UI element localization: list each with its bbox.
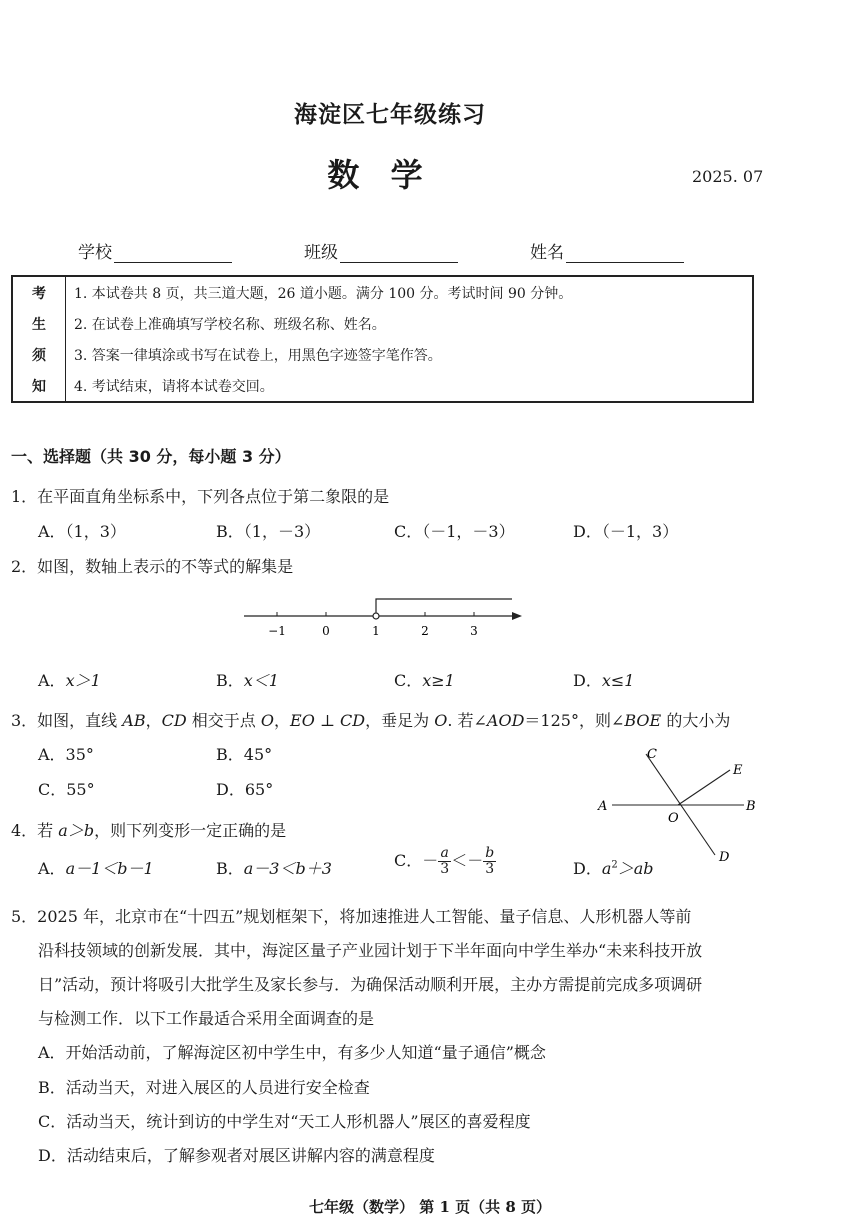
school-label: 学校	[78, 243, 112, 263]
q2-option-d[interactable]	[573, 668, 634, 691]
q1-option-c[interactable]: C．（－1，－3）	[394, 522, 515, 541]
exam-title: 海淀区七年级练习	[294, 101, 486, 128]
option-expr: a－1＜b－1	[65, 859, 154, 878]
q1-option-d[interactable]: D．（－1，3）	[573, 522, 679, 541]
math-eo-perp-cd: EO ⊥ CD	[290, 711, 366, 730]
notice-item: 3. 答案一律填涂或书写在试卷上，用黑色字迹签字笔作答。	[74, 347, 442, 364]
page-footer: 七年级（数学） 第 1 页（共 8 页）	[309, 1198, 551, 1216]
option-label: D．	[573, 859, 602, 878]
q5-option-d[interactable]: D．活动结束后，了解参观者对展区讲解内容的满意程度	[38, 1146, 435, 1165]
fraction-a-over-3	[438, 846, 451, 877]
class-label: 班级	[304, 243, 338, 263]
point-label-c: C	[647, 747, 657, 762]
q5-option-a[interactable]: A．开始活动前，了解海淀区初中学生中，有多少人知道“量子通信”概念	[38, 1043, 546, 1062]
fraction-numerator: b	[485, 845, 495, 861]
name-label: 姓名	[530, 243, 564, 263]
q5-stem-line-1: 5．2025 年，北京市在“十四五”规划框架下，将加速推进人工智能、量子信息、人形机器人等前	[11, 907, 692, 926]
notice-heading-char: 须	[12, 339, 66, 370]
exam-date: 2025. 07	[692, 167, 764, 186]
math-operator: ＜－	[451, 851, 484, 870]
ray-oe	[678, 770, 730, 805]
option-expr: x＞1	[65, 671, 101, 690]
fraction-numerator: a	[438, 846, 451, 862]
q2-option-c[interactable]	[394, 668, 455, 691]
angle-figure	[594, 742, 764, 868]
q1-stem: 1．在平面直角坐标系中，下列各点位于第二象限的是	[11, 487, 390, 506]
class-field	[304, 238, 458, 263]
math-ab: AB	[122, 711, 146, 730]
stem-text: ，则下列变形一定正确的是	[94, 821, 287, 840]
math-aod: AOD	[486, 711, 525, 730]
point-label-e: E	[733, 763, 743, 778]
q5-option-c[interactable]: C．活动当天，统计到访的中学生对“天工人形机器人”展区的喜爱程度	[38, 1112, 531, 1131]
point-label-a: A	[598, 799, 608, 814]
fraction-denominator: 3	[485, 861, 495, 877]
option-expr: ＞ab	[617, 859, 654, 878]
endpoint-circle	[373, 613, 379, 619]
option-label: B．	[216, 671, 244, 690]
q3-option-b[interactable]: B．45°	[216, 745, 273, 764]
q2-option-a[interactable]	[38, 668, 101, 691]
option-label: C．	[394, 671, 423, 690]
exam-notice-table	[11, 275, 754, 403]
stem-text: ，	[274, 711, 291, 730]
notice-item: 4. 考试结束，请将本试卷交回。	[74, 378, 274, 395]
math-cd: CD	[161, 711, 187, 730]
math-exponent: 2	[611, 859, 618, 871]
option-label: D．	[573, 671, 602, 690]
tick-label: 3	[470, 624, 478, 638]
stem-text: ，垂足为	[365, 711, 435, 730]
q3-option-d[interactable]: D．65°	[216, 780, 274, 799]
option-expr: x≤1	[601, 671, 635, 690]
notice-heading-char: 知	[12, 370, 66, 402]
math-o: O	[434, 711, 448, 730]
notice-item: 2. 在试卷上准确填写学校名称、班级名称、姓名。	[74, 316, 386, 333]
option-expr: x≥1	[422, 671, 455, 690]
q4-option-b[interactable]	[216, 856, 332, 879]
q4-option-a[interactable]	[38, 856, 154, 879]
point-label-o: O	[668, 811, 679, 826]
math-o: O	[260, 711, 274, 730]
q5-stem-line-4: 与检测工作．以下工作最适合采用全面调查的是	[38, 1009, 375, 1028]
stem-text: ，	[145, 711, 162, 730]
q2-stem: 2．如图，数轴上表示的不等式的解集是	[11, 557, 294, 576]
q3-stem	[11, 708, 730, 731]
name-blank[interactable]	[566, 244, 684, 263]
point-label-d: D	[719, 850, 730, 865]
solution-ray	[376, 599, 512, 612]
point-label-b: B	[746, 799, 756, 814]
option-label: A．	[38, 859, 66, 878]
math-base: a	[601, 859, 612, 878]
section-1-title: 一、选择题（共 30 分，每小题 3 分）	[11, 447, 291, 466]
tick-label: 2	[421, 624, 429, 638]
q3-option-a[interactable]: A．35°	[38, 745, 94, 764]
math-minus: －	[422, 851, 439, 870]
option-expr: x＜1	[243, 671, 279, 690]
fraction-denominator: 3	[440, 861, 450, 877]
tick-label: 1	[372, 624, 380, 638]
option-expr: a－3＜b＋3	[243, 859, 332, 878]
option-label: A．	[38, 671, 66, 690]
stem-text: 的大小为	[661, 711, 731, 730]
notice-heading-char: 生	[12, 308, 66, 339]
number-line-figure	[236, 590, 532, 648]
subject-title: 数 学	[327, 156, 433, 194]
number-line-arrow	[512, 612, 522, 620]
q5-stem-line-3: 日”活动，预计将吸引大批学生及家长参与．为确保活动顺利开展，主办方需提前完成多项调研	[38, 975, 703, 994]
q5-stem-line-2: 沿科技领域的创新发展．其中，海淀区量子产业园计划于下半年面向中学生举办“未来科技开放	[38, 941, 703, 960]
tick-label: −1	[268, 624, 286, 638]
math-condition: a＞b	[58, 821, 95, 840]
stem-text: . 若∠	[447, 711, 487, 730]
stem-text: 相交于点	[186, 711, 261, 730]
stem-text: 3．如图，直线	[11, 711, 123, 730]
name-field	[530, 238, 684, 263]
q2-option-b[interactable]	[216, 668, 279, 691]
notice-heading-char: 考	[12, 276, 66, 308]
math-boe: BOE	[624, 711, 662, 730]
school-blank[interactable]	[114, 244, 232, 263]
notice-item: 1. 本试卷共 8 页，共三道大题，26 道小题。满分 100 分。考试时间 90 分钟。	[74, 285, 573, 302]
q1-option-a[interactable]: A．（1，3）	[38, 522, 126, 541]
q4-stem	[11, 818, 286, 841]
school-field	[78, 238, 232, 263]
fraction-b-over-3	[483, 846, 496, 877]
q3-option-c[interactable]: C．55°	[38, 780, 95, 799]
stem-text: ＝125°，则∠	[524, 711, 625, 730]
q1-option-b[interactable]: B．（1，－3）	[216, 522, 321, 541]
stem-text: 4．若	[11, 821, 59, 840]
class-blank[interactable]	[340, 244, 458, 263]
tick-label: 0	[322, 624, 330, 638]
q5-option-b[interactable]: B．活动当天，对进入展区的人员进行安全检查	[38, 1078, 370, 1097]
option-label: C．	[394, 851, 423, 870]
q4-option-d[interactable]	[573, 856, 654, 879]
q4-option-c[interactable]	[394, 846, 496, 877]
option-label: B．	[216, 859, 244, 878]
